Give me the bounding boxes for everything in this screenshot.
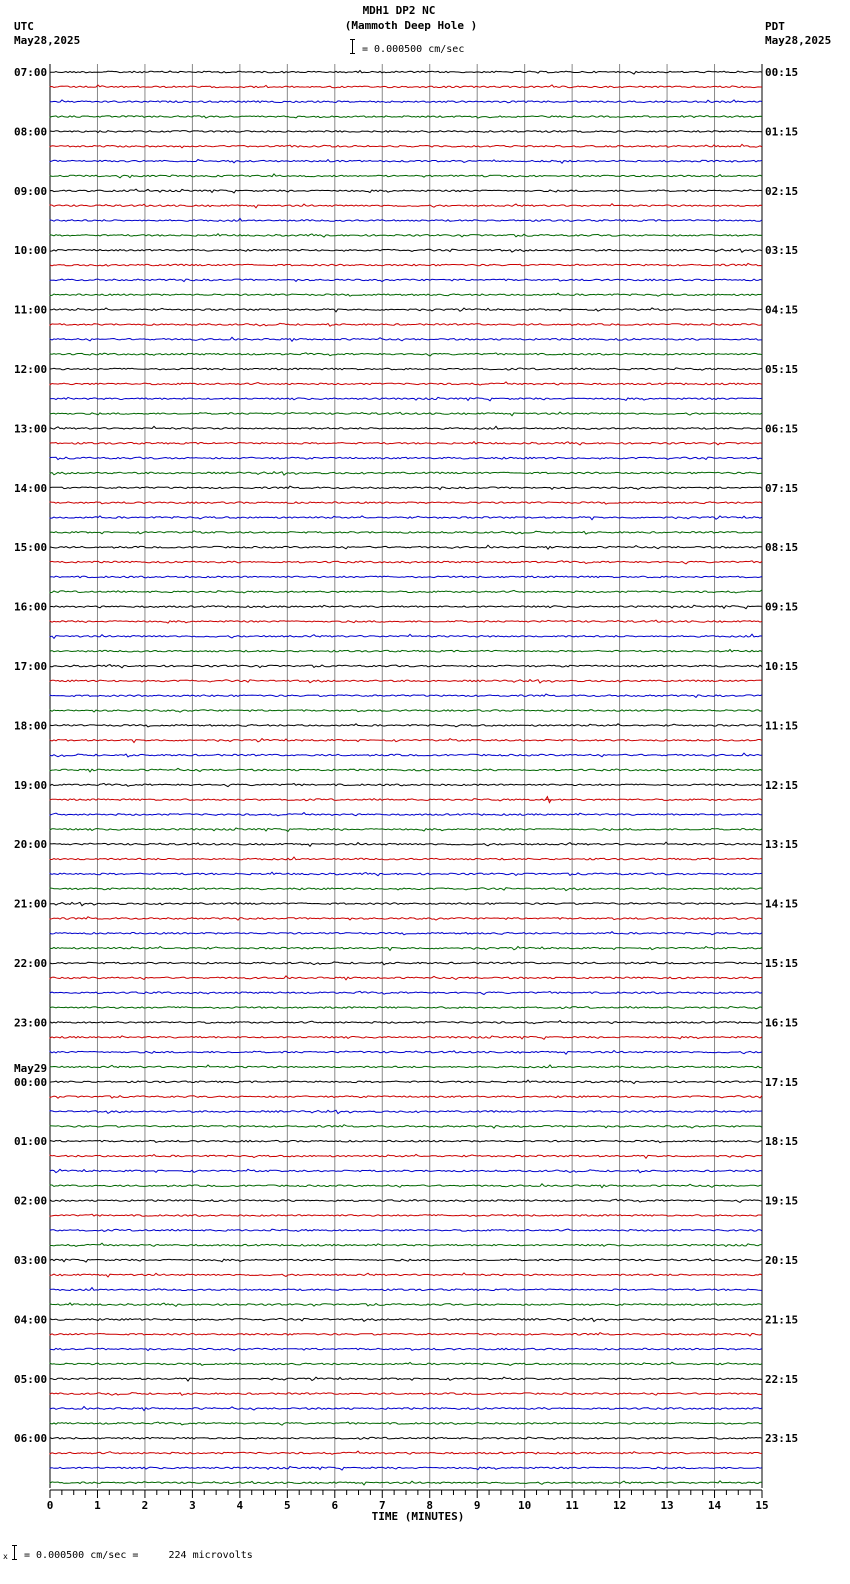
trace-45 — [50, 739, 762, 743]
utc-label-4: 11:00 — [14, 303, 48, 317]
pdt-label-14: 14:15 — [765, 897, 799, 911]
trace-15 — [50, 293, 762, 296]
trace-4 — [50, 131, 762, 133]
utc-label-20: 03:00 — [14, 1254, 48, 1267]
trace-94 — [50, 1467, 762, 1471]
trace-35 — [50, 590, 762, 593]
x-tick-label-9: 9 — [473, 1499, 481, 1512]
scale-text-top: = 0.000500 cm/sec — [362, 44, 465, 55]
utc-label-8: 15:00 — [14, 541, 48, 555]
scale-prefix-bottom: x — [3, 1552, 8, 1561]
pdt-label-21: 21:15 — [765, 1313, 799, 1327]
trace-83 — [50, 1303, 762, 1306]
trace-5 — [50, 144, 762, 148]
trace-69 — [50, 1096, 762, 1099]
utc-label-14: 21:00 — [14, 897, 48, 911]
trace-80 — [50, 1259, 762, 1262]
x-tick-label-11: 11 — [565, 1499, 579, 1512]
date-change-label: May29 — [14, 1061, 48, 1075]
pdt-label-22: 22:15 — [765, 1372, 799, 1386]
trace-91 — [50, 1422, 762, 1425]
trace-95 — [50, 1481, 762, 1485]
pdt-label-11: 11:15 — [765, 719, 799, 733]
left-date: May28,2025 — [14, 34, 81, 47]
trace-29 — [50, 502, 762, 504]
pdt-label-13: 13:15 — [765, 838, 799, 852]
trace-55 — [50, 888, 762, 891]
trace-78 — [50, 1229, 762, 1232]
trace-1 — [50, 85, 762, 88]
trace-56 — [50, 902, 762, 905]
utc-label-1: 08:00 — [14, 125, 48, 139]
pdt-label-8: 08:15 — [765, 541, 799, 555]
trace-28 — [50, 486, 762, 489]
x-tick-label-3: 3 — [189, 1499, 196, 1512]
trace-43 — [50, 710, 762, 712]
x-tick-label-10: 10 — [518, 1499, 532, 1512]
trace-75 — [50, 1184, 762, 1188]
pdt-label-9: 09:15 — [765, 600, 799, 614]
pdt-label-19: 19:15 — [765, 1194, 799, 1208]
utc-label-23: 06:00 — [14, 1432, 48, 1446]
x-tick-label-12: 12 — [612, 1499, 627, 1512]
utc-label-18: 01:00 — [14, 1135, 48, 1149]
trace-22 — [50, 397, 762, 401]
utc-label-9: 16:00 — [14, 600, 48, 614]
trace-12 — [50, 249, 762, 252]
trace-23 — [50, 412, 762, 416]
trace-27 — [50, 472, 762, 475]
trace-39 — [50, 650, 762, 652]
trace-6 — [50, 160, 762, 164]
x-tick-label-4: 4 — [236, 1499, 244, 1512]
pdt-label-2: 02:15 — [765, 184, 799, 198]
utc-label-5: 12:00 — [14, 363, 48, 376]
trace-67 — [50, 1065, 762, 1068]
utc-label-0: 07:00 — [14, 66, 48, 79]
trace-32 — [50, 545, 762, 549]
scale-bar-bottom — [14, 1545, 15, 1560]
trace-68 — [50, 1080, 762, 1084]
utc-label-17: 00:00 — [14, 1075, 48, 1089]
trace-65 — [50, 1036, 762, 1039]
trace-10 — [50, 218, 762, 221]
trace-81 — [50, 1273, 762, 1277]
trace-16 — [50, 308, 762, 312]
trace-30 — [50, 516, 762, 520]
trace-41 — [50, 680, 762, 683]
trace-72 — [50, 1140, 762, 1142]
pdt-label-23: 23:15 — [765, 1432, 799, 1446]
utc-label-19: 02:00 — [14, 1194, 48, 1208]
utc-label-21: 04:00 — [14, 1313, 48, 1327]
pdt-label-18: 18:15 — [765, 1135, 799, 1149]
utc-label-13: 20:00 — [14, 838, 48, 852]
trace-13 — [50, 263, 762, 266]
trace-44 — [50, 724, 762, 727]
utc-label-6: 13:00 — [14, 422, 48, 436]
trace-37 — [50, 620, 762, 623]
trace-58 — [50, 932, 762, 935]
trace-33 — [50, 561, 762, 564]
trace-66 — [50, 1051, 762, 1055]
trace-62 — [50, 991, 762, 994]
trace-26 — [50, 457, 762, 460]
trace-88 — [50, 1377, 762, 1381]
trace-84 — [50, 1318, 762, 1321]
utc-label-3: 10:00 — [14, 244, 48, 258]
trace-51 — [50, 828, 762, 831]
trace-14 — [50, 279, 762, 282]
right-timezone: PDT — [765, 20, 785, 33]
trace-2 — [50, 100, 762, 103]
x-tick-label-6: 6 — [331, 1499, 339, 1512]
trace-19 — [50, 353, 762, 356]
trace-42 — [50, 694, 762, 697]
x-tick-label-8: 8 — [426, 1499, 434, 1512]
pdt-label-7: 07:15 — [765, 481, 799, 495]
pdt-label-1: 01:15 — [765, 125, 799, 139]
trace-49 — [50, 799, 762, 801]
trace-21 — [50, 382, 762, 385]
trace-82 — [50, 1288, 762, 1291]
trace-52 — [50, 842, 762, 846]
scale-text-bottom: = 0.000500 cm/sec = 224 microvolts — [24, 1550, 253, 1561]
x-tick-label-13: 13 — [660, 1499, 674, 1512]
trace-38 — [50, 634, 762, 638]
x-tick-label-2: 2 — [141, 1499, 149, 1512]
site-name: (Mammoth Deep Hole ) — [344, 19, 478, 32]
trace-70 — [50, 1110, 762, 1113]
trace-93 — [50, 1451, 762, 1454]
pdt-label-15: 15:15 — [765, 957, 799, 970]
pdt-label-12: 12:15 — [765, 778, 799, 792]
x-tick-label-0: 0 — [46, 1499, 54, 1512]
trace-73 — [50, 1154, 762, 1158]
station-title: MDH1 DP2 NC — [362, 4, 436, 17]
trace-92 — [50, 1437, 762, 1439]
trace-86 — [50, 1348, 762, 1350]
trace-87 — [50, 1362, 762, 1365]
trace-79 — [50, 1243, 762, 1246]
x-tick-label-7: 7 — [378, 1499, 386, 1512]
left-timezone: UTC — [14, 20, 34, 33]
trace-57 — [50, 917, 762, 920]
trace-25 — [50, 442, 762, 445]
trace-11 — [50, 234, 762, 237]
trace-46 — [50, 753, 762, 757]
utc-label-11: 18:00 — [14, 719, 48, 733]
trace-9 — [50, 204, 762, 208]
trace-74 — [50, 1169, 762, 1173]
trace-18 — [50, 337, 762, 341]
trace-47 — [50, 768, 762, 772]
trace-77 — [50, 1214, 762, 1216]
trace-63 — [50, 1007, 762, 1009]
utc-label-15: 22:00 — [14, 957, 48, 970]
trace-50 — [50, 813, 762, 816]
trace-20 — [50, 368, 762, 370]
trace-34 — [50, 576, 762, 578]
pdt-label-6: 06:15 — [765, 422, 799, 436]
trace-31 — [50, 531, 762, 534]
x-tick-label-15: 15 — [755, 1499, 769, 1512]
utc-label-16: 23:00 — [14, 1016, 48, 1030]
trace-8 — [50, 189, 762, 193]
trace-53 — [50, 857, 762, 860]
pdt-label-17: 17:15 — [765, 1075, 799, 1089]
pdt-label-20: 20:15 — [765, 1254, 799, 1267]
pdt-label-4: 04:15 — [765, 303, 799, 317]
trace-64 — [50, 1021, 762, 1024]
trace-48 — [50, 783, 762, 786]
trace-59 — [50, 947, 762, 951]
utc-label-10: 17:00 — [14, 660, 48, 673]
pdt-label-16: 16:15 — [765, 1016, 799, 1030]
trace-40 — [50, 665, 762, 668]
pdt-label-10: 10:15 — [765, 660, 799, 673]
x-axis-title: TIME (MINUTES) — [371, 1510, 465, 1523]
utc-label-2: 09:00 — [14, 184, 48, 198]
x-tick-label-14: 14 — [707, 1499, 722, 1512]
trace-76 — [50, 1199, 762, 1202]
pdt-label-5: 05:15 — [765, 363, 799, 376]
trace-60 — [50, 962, 762, 965]
trace-89 — [50, 1393, 762, 1396]
x-tick-label-1: 1 — [94, 1499, 101, 1512]
trace-24 — [50, 426, 762, 429]
trace-71 — [50, 1125, 762, 1128]
trace-36 — [50, 605, 762, 609]
utc-label-12: 19:00 — [14, 778, 48, 792]
x-tick-label-5: 5 — [284, 1499, 291, 1512]
trace-0 — [50, 71, 762, 75]
trace-17 — [50, 323, 762, 326]
trace-90 — [50, 1407, 762, 1411]
trace-3 — [50, 116, 762, 119]
right-date: May28,2025 — [765, 34, 832, 47]
pdt-label-3: 03:15 — [765, 244, 799, 258]
utc-label-7: 14:00 — [14, 481, 48, 495]
trace-54 — [50, 872, 762, 876]
utc-label-22: 05:00 — [14, 1372, 48, 1386]
pdt-label-0: 00:15 — [765, 66, 799, 79]
trace-7 — [50, 174, 762, 178]
trace-85 — [50, 1333, 762, 1336]
trace-61 — [50, 976, 762, 980]
